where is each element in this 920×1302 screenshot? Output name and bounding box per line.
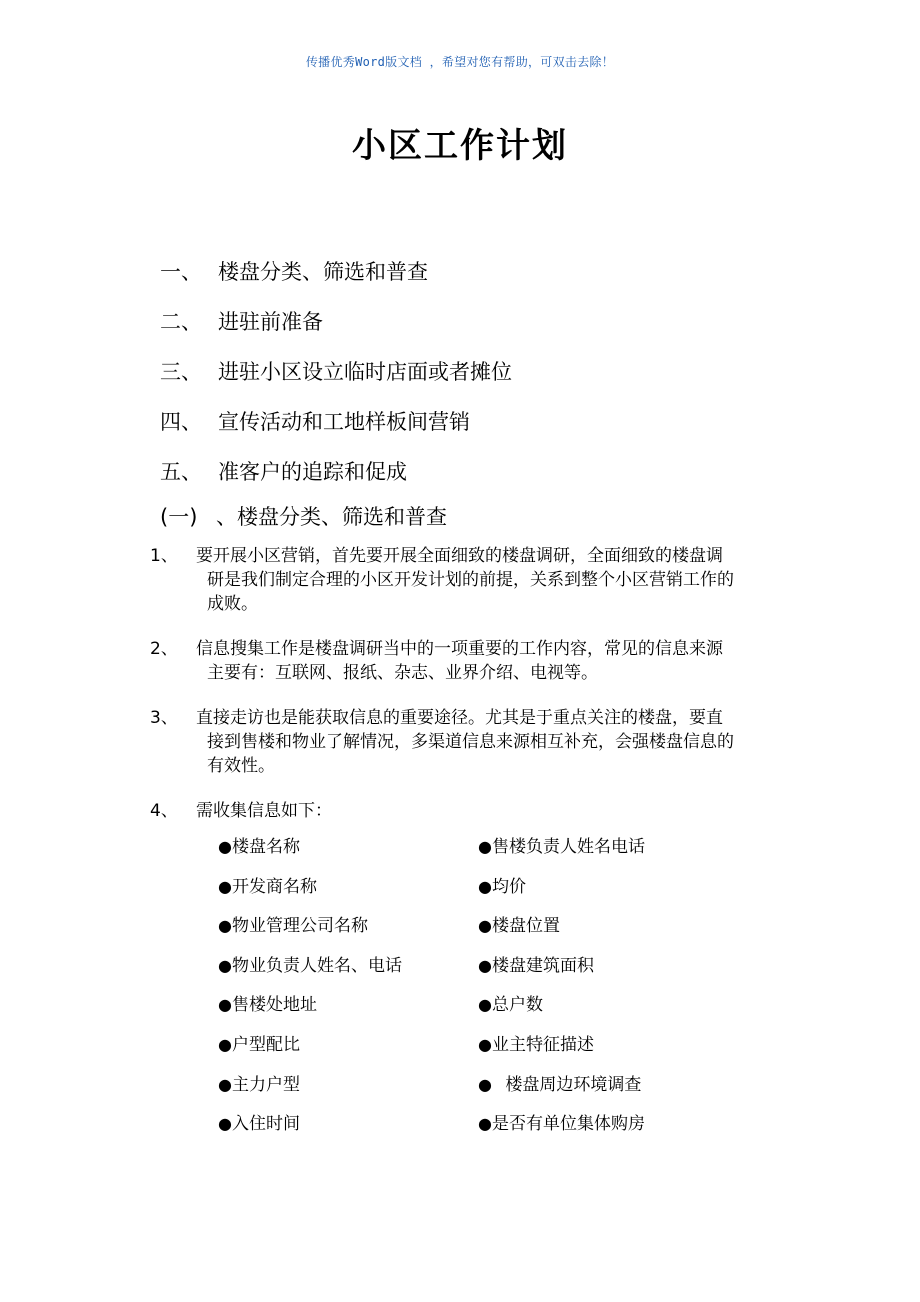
info-item-label: 售楼处地址 bbox=[231, 995, 317, 1016]
info-item bbox=[478, 911, 738, 936]
bullet-icon: ● bbox=[478, 837, 492, 856]
info-item-label: 楼盘周边环境调查 bbox=[499, 1074, 642, 1095]
paragraph-line: 研是我们制定合理的小区开发计划的前提，关系到整个小区营销工作的 bbox=[207, 570, 734, 590]
bullet-icon: ● bbox=[478, 876, 492, 896]
paragraph-line: 直接走访也是能获取信息的重要途径。尤其是于重点关注的楼盘，要直 bbox=[196, 708, 723, 728]
info-item bbox=[478, 1070, 738, 1095]
info-item-label: 户型配比 bbox=[231, 1034, 300, 1055]
paragraph-number: 2、 bbox=[150, 639, 178, 659]
outline-item bbox=[160, 396, 840, 446]
info-item bbox=[218, 872, 478, 897]
outline-text: 准客户的追踪和促成 bbox=[218, 460, 407, 484]
info-item bbox=[218, 1109, 478, 1134]
bullet-icon: ● bbox=[478, 955, 492, 975]
info-item bbox=[478, 872, 738, 897]
paragraph-line: 接到售楼和物业了解情况，多渠道信息来源相互补充，会强楼盘信息的 bbox=[207, 732, 734, 752]
info-row bbox=[218, 990, 738, 1030]
info-item-label: 均价 bbox=[491, 876, 526, 897]
outline-item bbox=[160, 346, 840, 396]
info-item bbox=[478, 832, 738, 857]
bullet-icon: ● bbox=[218, 955, 232, 975]
info-item-label: 主力户型 bbox=[231, 1074, 300, 1095]
info-item-label: 售楼负责人姓名电话 bbox=[491, 837, 645, 857]
paragraph-text bbox=[196, 637, 790, 685]
paragraph-line: 需收集信息如下： bbox=[196, 801, 332, 821]
outline-number: 一、 bbox=[160, 260, 202, 284]
info-row bbox=[218, 1030, 738, 1070]
section-heading bbox=[160, 500, 447, 532]
bullet-icon: ● bbox=[218, 1114, 232, 1134]
paragraph-3 bbox=[150, 706, 790, 778]
info-item-label: 楼盘位置 bbox=[491, 916, 560, 937]
paragraph-text bbox=[196, 544, 790, 616]
bullet-icon: ● bbox=[478, 1034, 492, 1054]
info-item bbox=[218, 911, 478, 936]
info-item bbox=[218, 1070, 478, 1095]
bullet-icon: ● bbox=[478, 995, 492, 1015]
info-row bbox=[218, 1109, 738, 1149]
info-item bbox=[478, 990, 738, 1015]
bullet-icon: ● bbox=[218, 1034, 232, 1054]
info-item-label: 是否有单位集体购房 bbox=[491, 1114, 645, 1135]
section-number: (一) bbox=[160, 505, 198, 529]
info-row bbox=[218, 872, 738, 912]
outline-item bbox=[160, 296, 840, 346]
outline-item bbox=[160, 446, 840, 496]
info-item-label: 开发商名称 bbox=[231, 876, 317, 897]
bullet-icon: ● bbox=[478, 1114, 492, 1134]
info-item bbox=[478, 1030, 738, 1055]
info-item bbox=[478, 951, 738, 976]
header-note: 传播优秀Word版文档 ，希望对您有帮助，可双击去除！ bbox=[305, 55, 615, 69]
outline-text: 宣传活动和工地样板间营销 bbox=[218, 410, 470, 434]
info-item-label: 总户数 bbox=[491, 995, 543, 1016]
outline-number: 三、 bbox=[160, 360, 202, 384]
info-row bbox=[218, 951, 738, 991]
info-item bbox=[218, 951, 478, 976]
outline-number: 二、 bbox=[160, 310, 202, 334]
info-item-grid bbox=[218, 832, 738, 1149]
info-row bbox=[218, 1070, 738, 1110]
info-item-label: 物业负责人姓名、电话 bbox=[231, 955, 402, 976]
outline-text: 进驻小区设立临时店面或者摊位 bbox=[218, 360, 512, 384]
info-item-label: 物业管理公司名称 bbox=[231, 916, 368, 937]
info-item bbox=[218, 1030, 478, 1055]
paragraph-number: 3、 bbox=[150, 708, 178, 728]
paragraph-4 bbox=[150, 799, 790, 823]
paragraph-line: 信息搜集工作是楼盘调研当中的一项重要的工作内容，常见的信息来源 bbox=[196, 639, 723, 659]
page-title: 小区工作计划 bbox=[352, 126, 568, 166]
paragraph-line: 主要有：互联网、报纸、杂志、业界介绍、电视等。 bbox=[207, 663, 598, 683]
paragraph-2 bbox=[150, 637, 790, 685]
outline-text: 楼盘分类、筛选和普查 bbox=[218, 260, 428, 284]
bullet-icon: ● bbox=[218, 837, 232, 856]
outline-list bbox=[160, 246, 840, 496]
paragraph-1 bbox=[150, 544, 790, 616]
bullet-icon: ● bbox=[218, 995, 232, 1015]
outline-number: 四、 bbox=[160, 410, 202, 434]
outline-text: 进驻前准备 bbox=[218, 310, 323, 334]
info-item-label: 楼盘名称 bbox=[231, 837, 300, 857]
bullet-icon: ● bbox=[218, 1074, 232, 1094]
info-item-label: 业主特征描述 bbox=[491, 1034, 594, 1055]
bullet-icon: ● bbox=[478, 916, 492, 936]
paragraph-text bbox=[196, 799, 790, 823]
section-title: 、楼盘分类、筛选和普查 bbox=[216, 505, 447, 529]
paragraph-text bbox=[196, 706, 790, 778]
outline-item bbox=[160, 246, 840, 296]
paragraph-number: 1、 bbox=[150, 546, 178, 566]
info-row bbox=[218, 911, 738, 951]
outline-number: 五、 bbox=[160, 460, 202, 484]
info-item bbox=[218, 990, 478, 1015]
info-item-label: 楼盘建筑面积 bbox=[491, 955, 594, 976]
paragraph-line: 要开展小区营销，首先要开展全面细致的楼盘调研，全面细致的楼盘调 bbox=[196, 546, 723, 566]
info-item-label: 入住时间 bbox=[231, 1114, 300, 1135]
info-item bbox=[478, 1109, 738, 1134]
bullet-icon: ● bbox=[478, 1074, 492, 1094]
info-row bbox=[218, 832, 738, 872]
bullet-icon: ● bbox=[218, 916, 232, 936]
bullet-icon: ● bbox=[218, 876, 232, 896]
paragraph-number: 4、 bbox=[150, 801, 178, 821]
paragraph-line: 有效性。 bbox=[207, 756, 275, 776]
info-item bbox=[218, 832, 478, 857]
paragraph-line: 成败。 bbox=[207, 594, 258, 614]
